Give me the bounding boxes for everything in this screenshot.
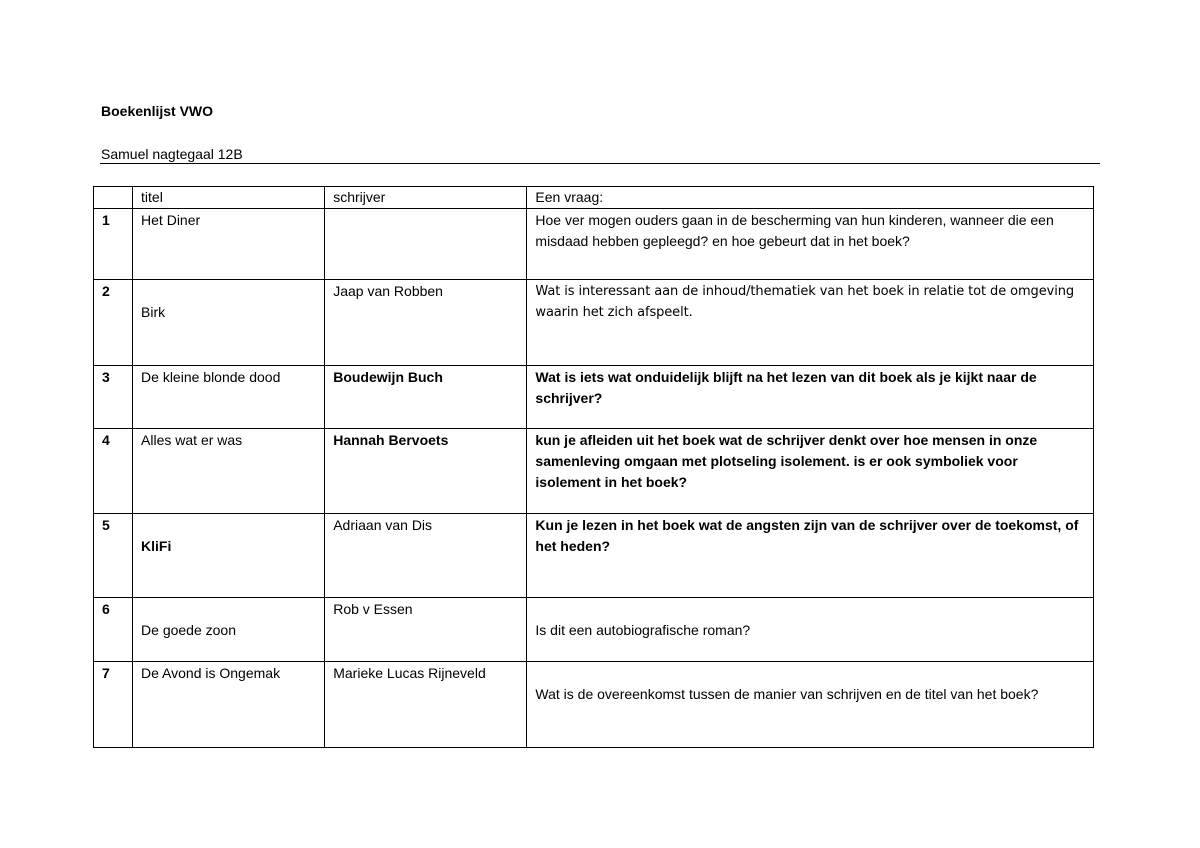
book-author: Hannah Bervoets xyxy=(325,429,527,514)
table-header-row xyxy=(94,187,1094,209)
book-author: Marieke Lucas Rijneveld xyxy=(325,662,527,748)
book-author: Rob v Essen xyxy=(325,598,527,662)
table-row xyxy=(94,429,1094,514)
document-title: Boekenlijst VWO xyxy=(101,103,214,119)
book-author: Boudewijn Buch xyxy=(325,366,527,429)
book-question: Is dit een autobiografische roman? xyxy=(527,598,1094,662)
book-author xyxy=(325,209,527,280)
row-number: 7 xyxy=(94,662,133,748)
book-question: Hoe ver mogen ouders gaan in de bescherming van hun kinderen, wanneer die een misdaad hebben gepleegd? en hoe gebeurt dat in het boek? xyxy=(527,209,1094,280)
book-author: Jaap van Robben xyxy=(325,280,527,366)
row-number: 5 xyxy=(94,514,133,598)
book-question: kun je afleiden uit het boek wat de schrijver denkt over hoe mensen in onze samenleving omgaan met plotseling isolement. is er ook symboliek voor isolement in het boek? xyxy=(527,429,1094,514)
book-title: De goede zoon xyxy=(133,598,325,662)
table-row xyxy=(94,209,1094,280)
header-nr xyxy=(94,187,133,209)
book-question: Wat is de overeenkomst tussen de manier van schrijven en de titel van het boek? xyxy=(527,662,1094,748)
book-question: Kun je lezen in het boek wat de angsten zijn van de schrijver over de toekomst, of het heden? xyxy=(527,514,1094,598)
book-title: De Avond is Ongemak xyxy=(133,662,325,748)
table-row xyxy=(94,514,1094,598)
row-number: 1 xyxy=(94,209,133,280)
header-title: titel xyxy=(133,187,325,209)
book-title: Het Diner xyxy=(133,209,325,280)
book-list-table xyxy=(93,186,1094,748)
book-question: Wat is iets wat onduidelijk blijft na het lezen van dit boek als je kijkt naar de schrijver? xyxy=(527,366,1094,429)
book-author: Adriaan van Dis xyxy=(325,514,527,598)
table-row xyxy=(94,280,1094,366)
row-number: 2 xyxy=(94,280,133,366)
book-title: KliFi xyxy=(133,514,325,598)
book-title: Alles wat er was xyxy=(133,429,325,514)
table-row xyxy=(94,662,1094,748)
table-row xyxy=(94,366,1094,429)
header-author: schrijver xyxy=(325,187,527,209)
book-title: De kleine blonde dood xyxy=(133,366,325,429)
header-divider xyxy=(100,163,1100,164)
row-number: 6 xyxy=(94,598,133,662)
row-number: 4 xyxy=(94,429,133,514)
table-row xyxy=(94,598,1094,662)
book-question: Wat is interessant aan de inhoud/thematiek van het boek in relatie tot de omgeving waarin het zich afspeelt. xyxy=(527,280,1094,366)
header-question: Een vraag: xyxy=(527,187,1094,209)
book-title: Birk xyxy=(133,280,325,366)
student-name: Samuel nagtegaal 12B xyxy=(101,146,243,162)
row-number: 3 xyxy=(94,366,133,429)
